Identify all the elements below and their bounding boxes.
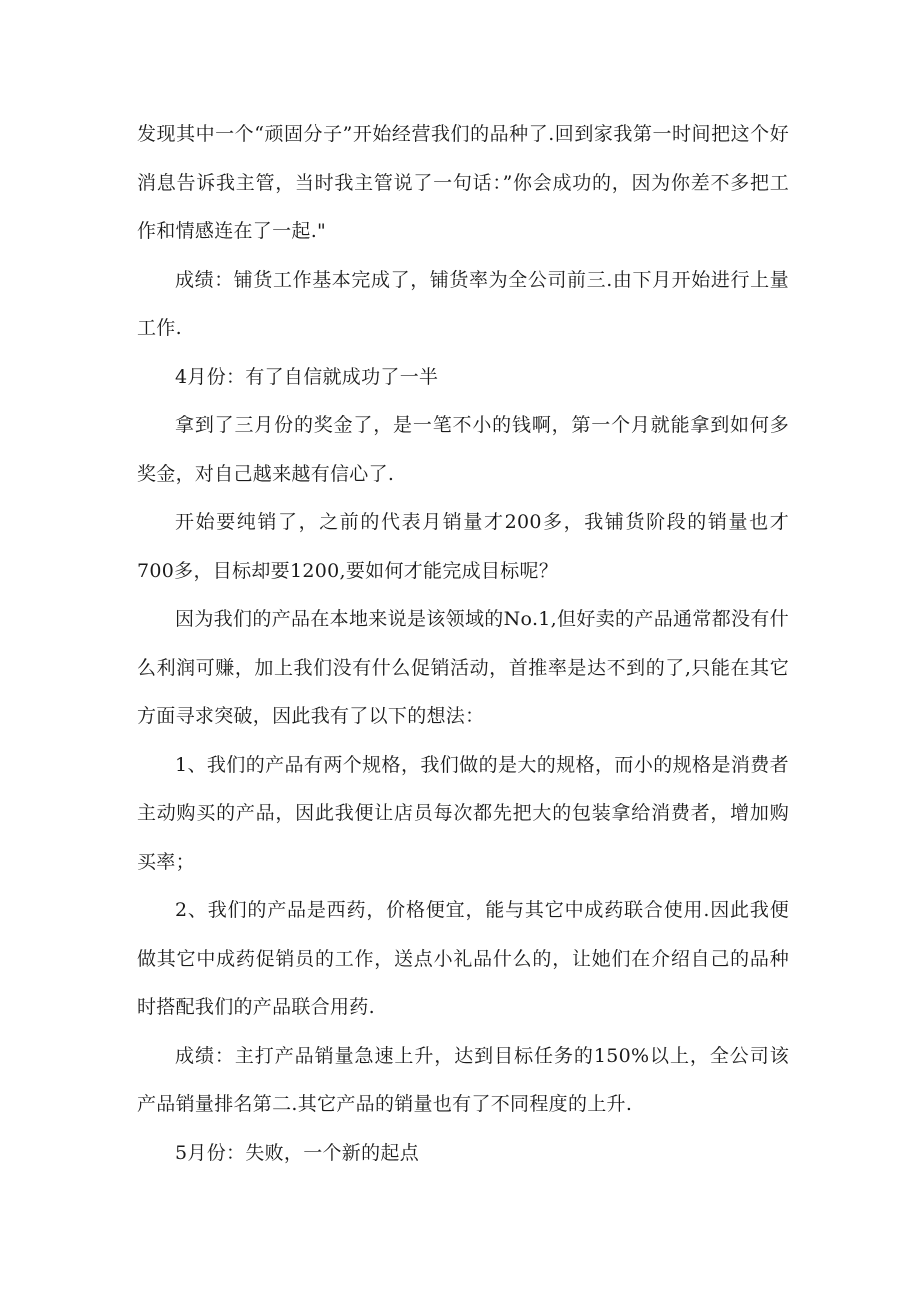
paragraph-march-result: 成绩：铺货工作基本完成了，铺货率为全公司前三.由下月开始进行上量工作.	[137, 268, 789, 339]
heading-may: 5月份：失败，一个新的起点	[175, 1141, 419, 1164]
document-body	[137, 110, 789, 1177]
paragraph-sales-target: 开始要纯销了，之前的代表月销量才200多，我铺货阶段的销量也才700多，目标却要1200,要如何才能完成目标呢？	[137, 511, 789, 582]
paragraph-april-result: 成绩：主打产品销量急速上升，达到目标任务的150%以上，全公司该产品销量排名第二.其它产品的销量也有了不同程度的上升.	[137, 1044, 789, 1115]
paragraph-product-situation: 因为我们的产品在本地来说是该领域的No.1,但好卖的产品通常都没有什么利润可赚，加上我们没有什么促销活动，首推率是达不到的了,只能在其它方面寻求突破，因此我有了以下的想法：	[137, 608, 789, 727]
heading-april: 4月份：有了自信就成功了一半	[175, 365, 439, 388]
paragraph-continuation: 发现其中一个“顽固分子”开始经营我们的品种了.回到家我第一时间把这个好消息告诉我主管，当时我主管说了一句话：”你会成功的，因为你差不多把工作和情感连在了一起."	[137, 123, 789, 242]
paragraph-idea-2: 2、我们的产品是西药，价格便宜，能与其它中成药联合使用.因此我便做其它中成药促销员的工作，送点小礼品什么的，让她们在介绍自己的品种时搭配我们的产品联合用药.	[137, 899, 789, 1018]
paragraph-idea-1: 1、我们的产品有两个规格，我们做的是大的规格，而小的规格是消费者主动购买的产品，因此我便让店员每次都先把大的包装拿给消费者，增加购买率；	[137, 753, 789, 873]
paragraph-bonus: 拿到了三月份的奖金了，是一笔不小的钱啊，第一个月就能拿到如何多奖金，对自己越来越有信心了.	[137, 414, 789, 485]
